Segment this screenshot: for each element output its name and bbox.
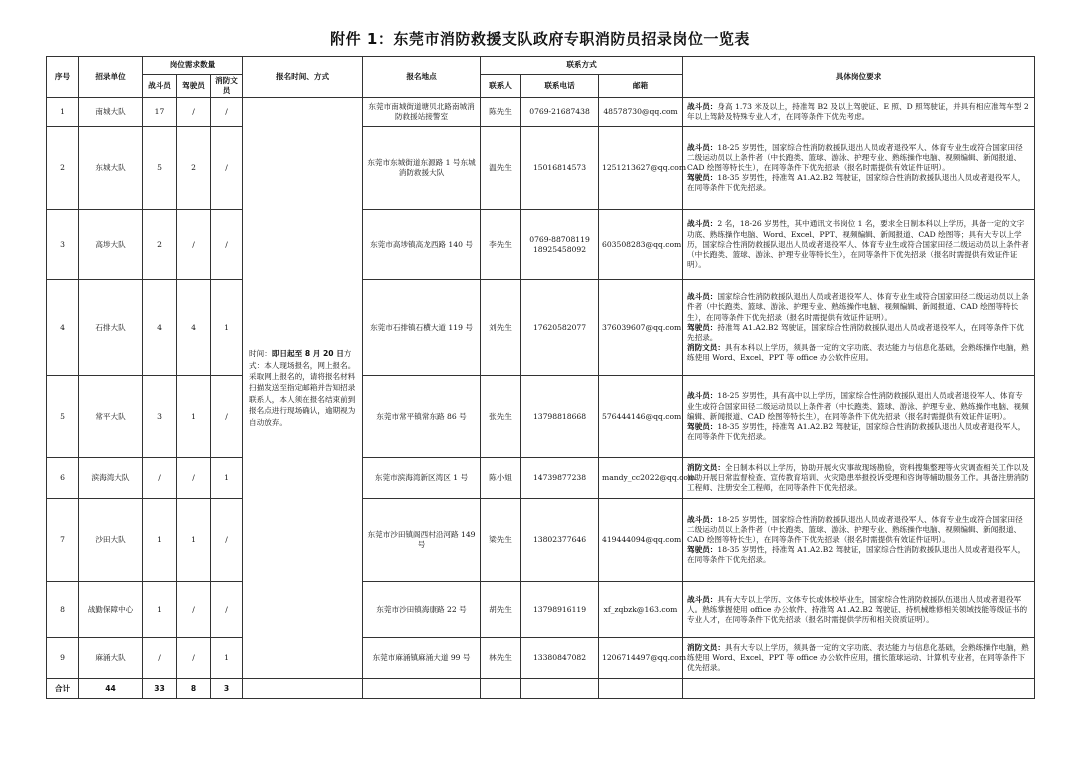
req-text: 具有本科以上学历，须具备一定的文字功底、表达能力与信息化基础，会熟练操作电脑，熟练使用 Word、Excel、PPT 等 office 办公软件应用。 [687, 342, 1029, 362]
row-place: 东莞市南城街道塘贝北路南城消防救援站接警室 [363, 98, 481, 127]
row-person: 陈先生 [481, 98, 521, 127]
table-row [47, 638, 1035, 679]
row-phone: 14739877238 [521, 458, 599, 499]
row-unit: 麻涌大队 [79, 638, 143, 679]
row-seq: 7 [47, 499, 79, 582]
row-phone: 17620582077 [521, 280, 599, 376]
row-person: 李先生 [481, 210, 521, 280]
row-driver: 2 [177, 127, 211, 210]
row-person: 温先生 [481, 127, 521, 210]
row-driver: / [177, 210, 211, 280]
row-driver: / [177, 582, 211, 638]
table-row [47, 458, 1035, 499]
header-phone: 联系电话 [521, 75, 599, 98]
total-fighter: 33 [143, 679, 177, 699]
req-text: 18-35 岁男性，持准驾 A1.A2.B2 驾驶证，国家综合性消防救援队退出人员或者退役军人，在同等条件下优先招录。 [687, 421, 1026, 441]
row-email: 576444146@qq.com [599, 376, 683, 458]
row-place: 东莞市沙田镇海康路 22 号 [363, 582, 481, 638]
row-unit: 东城大队 [79, 127, 143, 210]
row-fighter: 1 [143, 499, 177, 582]
header-clerk: 消防文员 [211, 75, 243, 98]
row-phone: 15016814573 [521, 127, 599, 210]
req-text: 国家综合性消防救援队退出人员或者退役军人、体育专业生或符合国家田径二级运动员以上条件者（中长跑类、篮球、游泳、护理专业、熟练操作电脑、视频编辑、新闻报道、CAD 绘图等特长生），在同等条件下优先招录（报名时需提供有效证件证明）。 [687, 292, 1029, 322]
table-row [47, 127, 1035, 210]
row-email: 1206714497@qq.com [599, 638, 683, 679]
row-requirements [683, 280, 1035, 376]
row-driver: 1 [177, 499, 211, 582]
row-driver: / [177, 98, 211, 127]
total-row [47, 679, 1035, 699]
row-seq: 5 [47, 376, 79, 458]
row-requirements [683, 582, 1035, 638]
req-text: 18-25 岁男性，国家综合性消防救援队退出人员或者退役军人、体育专业生或符合国家田径二级运动员以上条件者（中长跑类、篮球、游泳、护理专业、熟练操作电脑、视频编辑、新闻报道、CAD 绘图等特长生），在同等条件下优先招录（报名时需提供有效证件证明）。 [687, 142, 1023, 173]
row-requirements [683, 376, 1035, 458]
total-empty [683, 679, 1035, 699]
row-seq: 8 [47, 582, 79, 638]
header-demand: 岗位需求数量 [143, 57, 243, 75]
row-email: mandy_cc2022@qq.com [599, 458, 683, 499]
req-label: 驾驶员： [687, 545, 718, 555]
row-person: 林先生 [481, 638, 521, 679]
total-count: 44 [79, 679, 143, 699]
header-email: 邮箱 [599, 75, 683, 98]
row-driver: 4 [177, 280, 211, 376]
req-label: 驾驶员： [687, 322, 718, 332]
row-email: 603508283@qq.com [599, 210, 683, 280]
table-row [47, 582, 1035, 638]
header-driver: 驾驶员 [177, 75, 211, 98]
row-clerk: 1 [211, 458, 243, 499]
recruitment-table [46, 56, 1035, 699]
row-driver: / [177, 638, 211, 679]
row-email: 419444094@qq.com [599, 499, 683, 582]
row-requirements [683, 127, 1035, 210]
total-empty [243, 679, 363, 699]
row-place: 东莞市麻涌镇麻涌大道 99 号 [363, 638, 481, 679]
row-person: 刘先生 [481, 280, 521, 376]
row-seq: 1 [47, 98, 79, 127]
document-title: 附件 1：东莞市消防救援支队政府专职消防员招录岗位一览表 [330, 30, 750, 48]
phone-line-2: 18925458092 [532, 244, 587, 254]
row-place: 东莞市沙田镇阁西村沿河路 149 号 [363, 499, 481, 582]
req-label: 驾驶员： [687, 173, 718, 183]
phone-line: 0769-88708119 [529, 234, 590, 244]
row-person: 陈小姐 [481, 458, 521, 499]
row-fighter: 17 [143, 98, 177, 127]
row-person: 梁先生 [481, 499, 521, 582]
row-clerk: 1 [211, 638, 243, 679]
row-email: 48578730@qq.com [599, 98, 683, 127]
row-person: 胡先生 [481, 582, 521, 638]
row-phone: 13798818668 [521, 376, 599, 458]
row-fighter: 3 [143, 376, 177, 458]
total-empty [599, 679, 683, 699]
row-phone: 13798916119 [521, 582, 599, 638]
registration-method [243, 98, 363, 679]
row-seq: 2 [47, 127, 79, 210]
row-fighter: 5 [143, 127, 177, 210]
req-label: 战斗员： [687, 594, 718, 604]
table-row [47, 499, 1035, 582]
row-driver: 1 [177, 376, 211, 458]
row-requirements [683, 210, 1035, 280]
table-row [47, 210, 1035, 280]
row-requirements [683, 458, 1035, 499]
row-place: 东莞市石排镇石横大道 119 号 [363, 280, 481, 376]
row-fighter: 2 [143, 210, 177, 280]
req-label: 战斗员： [687, 142, 718, 152]
req-label: 驾驶员： [687, 421, 718, 431]
row-unit: 常平大队 [79, 376, 143, 458]
row-clerk: / [211, 499, 243, 582]
row-unit: 沙田大队 [79, 499, 143, 582]
row-place: 东莞市东城街道东源路 1 号东城消防救援大队 [363, 127, 481, 210]
total-label: 合计 [47, 679, 79, 699]
row-requirements [683, 638, 1035, 679]
row-requirements [683, 98, 1035, 127]
table-row [47, 98, 1035, 127]
header-time-method: 报名时间、方式 [243, 57, 363, 98]
header-seq: 序号 [47, 57, 79, 98]
row-place: 东莞市滨海湾新区湾区 1 号 [363, 458, 481, 499]
row-phone: 0769-21687438 [521, 98, 599, 127]
row-place: 东莞市常平镇常东路 86 号 [363, 376, 481, 458]
req-label: 战斗员： [687, 292, 718, 302]
header-contact: 联系方式 [481, 57, 683, 75]
row-email: xf_zqbzk@163.com [599, 582, 683, 638]
req-label: 消防文员： [687, 463, 725, 472]
table-row [47, 280, 1035, 376]
header-requirements: 具体岗位要求 [683, 57, 1035, 98]
row-fighter: 1 [143, 582, 177, 638]
req-text: 2 名，18-26 岁男性，其中通讯文书岗位 1 名，要求全日制本科以上学历，具备一定的文字功底、熟练操作电脑、Word、Excel、PPT、视频编辑、新闻报道、CAD 绘图等；具有大专以上学历，国家综合性消防救援队退出人员或者退役军人、体育专业生或符合国家田径二级运动员以上条件者（中长跑类、篮球、游泳、护理专业等特长生），在同等条件下优先招录（报名时需提供有效证件证明）。 [687, 219, 1029, 269]
row-unit: 石排大队 [79, 280, 143, 376]
method-label: 时间： [249, 349, 272, 359]
row-fighter: / [143, 458, 177, 499]
row-clerk: / [211, 127, 243, 210]
total-driver: 8 [177, 679, 211, 699]
req-label: 战斗员： [687, 219, 718, 229]
row-seq: 3 [47, 210, 79, 280]
req-text: 18-35 岁男性，持准驾 A1.A2.B2 驾驶证，国家综合性消防救援队退出人员或者退役军人，在同等条件下优先招录。 [687, 545, 1026, 565]
row-clerk: / [211, 582, 243, 638]
row-person: 张先生 [481, 376, 521, 458]
row-seq: 4 [47, 280, 79, 376]
req-label: 战斗员： [687, 514, 718, 524]
method-date: 即日起至 8 月 20 日 [271, 349, 344, 359]
total-clerk: 3 [211, 679, 243, 699]
row-fighter: / [143, 638, 177, 679]
row-phone: 13380847082 [521, 638, 599, 679]
row-email: 1251213627@qq.com [599, 127, 683, 210]
row-phone [521, 210, 599, 280]
row-seq: 9 [47, 638, 79, 679]
header-fighter: 战斗员 [143, 75, 177, 98]
row-unit: 滨海湾大队 [79, 458, 143, 499]
row-phone: 13802377646 [521, 499, 599, 582]
req-label: 战斗员： [687, 391, 718, 401]
req-text: 具有大专以上学历，须具备一定的文字功底、表达能力与信息化基础，会熟练操作电脑，熟练使用 Word、Excel、PPT 等 office 办公软件应用，擅长篮球运动、计算机专业者，在同等条件下优先招录。 [687, 643, 1029, 673]
header-place: 报名地点 [363, 57, 481, 98]
total-empty [481, 679, 521, 699]
header-contact-person: 联系人 [481, 75, 521, 98]
req-text: 身高 1.73 米及以上，持准驾 B2 及以上驾驶证、E 照、D 照驾驶证，并具有相应准驾车型 2 年以上驾龄及特殊专业人才，在同等条件下优先考虑。 [687, 102, 1029, 122]
row-unit: 战勤保障中心 [79, 582, 143, 638]
row-clerk: / [211, 376, 243, 458]
header-unit: 招录单位 [79, 57, 143, 98]
req-text: 全日制本科以上学历，协助开展火灾事故现场勘验，资料搜集整理等火灾调查相关工作以及协助开展日常监督检查、宣传教育培训、火灾隐患举报投诉受理和咨询等辅助服务工作。具备注册消防工程师、注册安全工程师，在同等条件下优先招录。 [687, 463, 1029, 493]
row-fighter: 4 [143, 280, 177, 376]
req-text: 持准驾 A1.A2.B2 驾驶证，国家综合性消防救援队退出人员或者退役军人，在同等条件下优先招录。 [687, 322, 1024, 342]
row-requirements [683, 499, 1035, 582]
row-clerk: 1 [211, 280, 243, 376]
method-rest: 方式：本人现场报名，网上报名。采取网上报名的，请将报名材料扫描发送至指定邮箱并告知招录联系人，本人须在报名结束前到报名点进行现场确认，逾期视为自动放弃。 [249, 349, 356, 427]
row-unit: 高埗大队 [79, 210, 143, 280]
row-seq: 6 [47, 458, 79, 499]
row-clerk: / [211, 210, 243, 280]
row-place: 东莞市高埗镇高龙西路 140 号 [363, 210, 481, 280]
req-label: 消防文员： [687, 342, 725, 352]
total-empty [363, 679, 481, 699]
row-clerk: / [211, 98, 243, 127]
req-text: 18-25 岁男性，国家综合性消防救援队退出人员或者退役军人、体育专业生或符合国家田径二级运动员以上条件者（中长跑类、篮球、游泳、护理专业、熟练操作电脑、视频编辑、新闻报道、CAD 绘图等特长生），在同等条件下优先招录（报名时需提供有效证件证明）。 [687, 514, 1023, 545]
req-text: 18-25 岁男性，具有高中以上学历，国家综合性消防救援队退出人员或者退役军人、体育专业生或符合国家田径二级运动员以上条件者（中长跑类、篮球、游泳、护理专业、熟练操作电脑、视频编辑、新闻报道、CAD 绘图等特长生），在同等条件下优先招录（报名时需提供有效证件证明）。 [687, 391, 1029, 421]
req-label: 战斗员： [687, 102, 718, 112]
req-text: 18-35 岁男性，持准驾 A1.A2.B2 驾驶证，国家综合性消防救援队退出人员或者退役军人，在同等条件下优先招录。 [687, 173, 1026, 193]
req-text: 具有大专以上学历、文体专长或体校毕业生，国家综合性消防救援队伍退出人员或者退役军人。熟练掌握使用 office 办公软件、持准驾 A1.A2.B2 驾驶证、持机械维修相关领域技能等级证书的专业人才，在同等条件下优先招录（报名时需提供学历和相关资质证明）。 [687, 594, 1028, 624]
req-label: 消防文员： [687, 643, 725, 652]
table-row [47, 376, 1035, 458]
row-unit: 南城大队 [79, 98, 143, 127]
row-email: 376039607@qq.com [599, 280, 683, 376]
row-driver: / [177, 458, 211, 499]
total-empty [521, 679, 599, 699]
